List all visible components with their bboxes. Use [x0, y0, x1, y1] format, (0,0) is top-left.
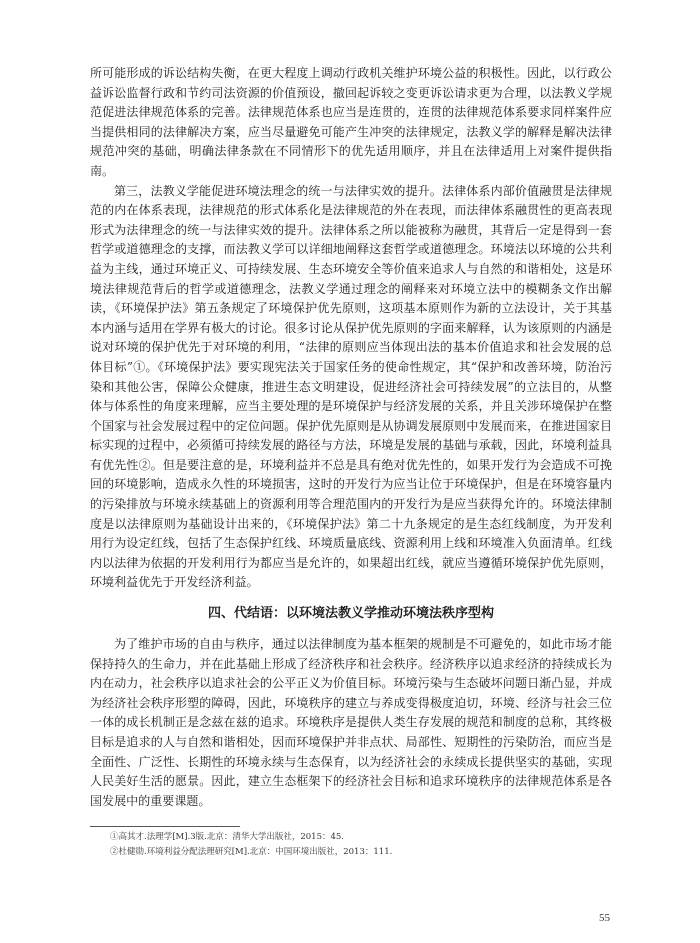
paragraph-continued: 所可能形成的诉讼结构失衡，在更大程度上调动行政机关维护环境公益的积极性。因此，以行政公益诉讼监督行政和节约司法资源的价值预设，撤回起诉较之变更诉讼请求更为合理，以法教义学规范促进法律规范体系的完善。法律规范体系也应当是连贯的，连贯的法律规范体系要求同样案件应当提供相同的法律解决方案，应当尽量避免可能产生冲突的法律规定，法教义学的解释是解决法律规范冲突的基础，明确法律条款在不同情形下的优先适用顺序，并且在法律适用上对案件提供指南。 — [90, 66, 612, 178]
page-number: 55 — [599, 912, 610, 924]
paragraph-conclusion: 为了维护市场的自由与秩序，通过以法律制度为基本框架的规制是不可避免的，如此市场才能保持持久的生命力，并在此基础上形成了经济秩序和社会秩序。经济秩序以追求经济的持续成长为内在动力，社会秩序以追求社会的公平正义为价值目标。环境污染与生态破坏问题日渐凸显，并成为经济社会秩序形塑的障碍，因此，环境秩序的建立与养成变得极度迫切，环境、经济与社会三位一体的成长机制正是念兹在兹的追求。环境秩序是提供人类生存发展的规范和制度的总称，其终极目标是追求的人与自然和谐相处，因而环境保护并非点状、局部性、短期性的污染防治，而应当是全面性、广泛性、长期性的环境永续与生态保育，以为经济社会的永续成长提供坚实的基础，实现人民美好生活的愿景。因此，建立生态框架下的经济社会目标和追求环境秩序的法律规范体系是各国发展中的重要课题。 — [90, 637, 612, 808]
paragraph-third-point: 第三，法教义学能促进环境法理念的统一与法律实效的提升。法律体系内部价值融贯是法律规范的内在体系表现，法律规范的形式体系化是法律规范的外在表现，而法律体系融贯性的更高表现形式为法律理念的统一与法律实效的提升。法律体系之所以能被称为融贯，其背后一定是得到一套哲学或道德理念的支撑，而法教义学可以详细地阐释这套哲学或道德理念。环境法以环境的公共利益为主线，通过环境正义、可持续发展、生态环境安全等价值来追求人与自然的和谐相处，这是环境法律规范背后的哲学或道德理念，法教义学通过理念的阐释来对环境立法中的模糊条文作出解读，《环境保护法》第五条规定了环境保护优先原则，这项基本原则作为新的立法设计，关于其基本内涵与适用在学界有极大的讨论。很多讨论从保护优先原则的字面来解释，认为该原则的内涵是说对环境的保护优先于对环境的利用，“法律的原则应当体现出法的基本价值追求和社会发展的总体目标”①。《环境保护法》要实现宪法关于国家任务的使命性规定，其“保护和改善环境，防治污染和其他公害，保障公众健康，推进生态文明建设，促进经济社会可持续发展”的立法目的，从整体与体系性的角度来理解，应当主要处理的是环境保护与经济发展的关系，并且关涉环境保护在整个国家与社会发展过程中的定位问题。保护优先原则是从协调发展原则中发展而来，在推进国家目标实现的过程中，必须循可持续发展的路径与方法，环境是发展的基础与承载，因此，环境利益具有优先性②。但是要注意的是，环境利益并不总是具有绝对优先性的，如果开发行为会造成不可挽回的环境影响，造成永久性的环境损害，这时的开发行为应当让位于环境保护，但是在环境容量内的污染排放与环境永续基础上的资源利用等合理范围内的开发行为是应当获得允许的。环境法律制度是以法律原则为基础设计出来的，《环境保护法》第二十九条规定的是生态红线制度，为开发利用行为设定红线，包括了生态保护红线、环境质量底线、资源利用上线和环境准入负面清单。红线内以法律为依据的开发利用行为都应当是允许的，如果超出红线，就应当遵循环境保护优先原则，环境利益优先于开发经济利益。 — [90, 183, 612, 590]
section-heading: 四、代结语：以环境法教义学推动环境法秩序型构 — [207, 606, 494, 622]
footnote-2: ②杜健勋.环境利益分配法理研究[M].北京：中国环境出版社，2013：111. — [110, 847, 393, 857]
footnote-divider — [90, 826, 240, 827]
footnote-1: ①高其才.法理学[M].3版.北京：清华大学出版社，2015：45. — [110, 832, 345, 842]
footnotes — [110, 830, 610, 860]
body-text — [90, 64, 612, 811]
